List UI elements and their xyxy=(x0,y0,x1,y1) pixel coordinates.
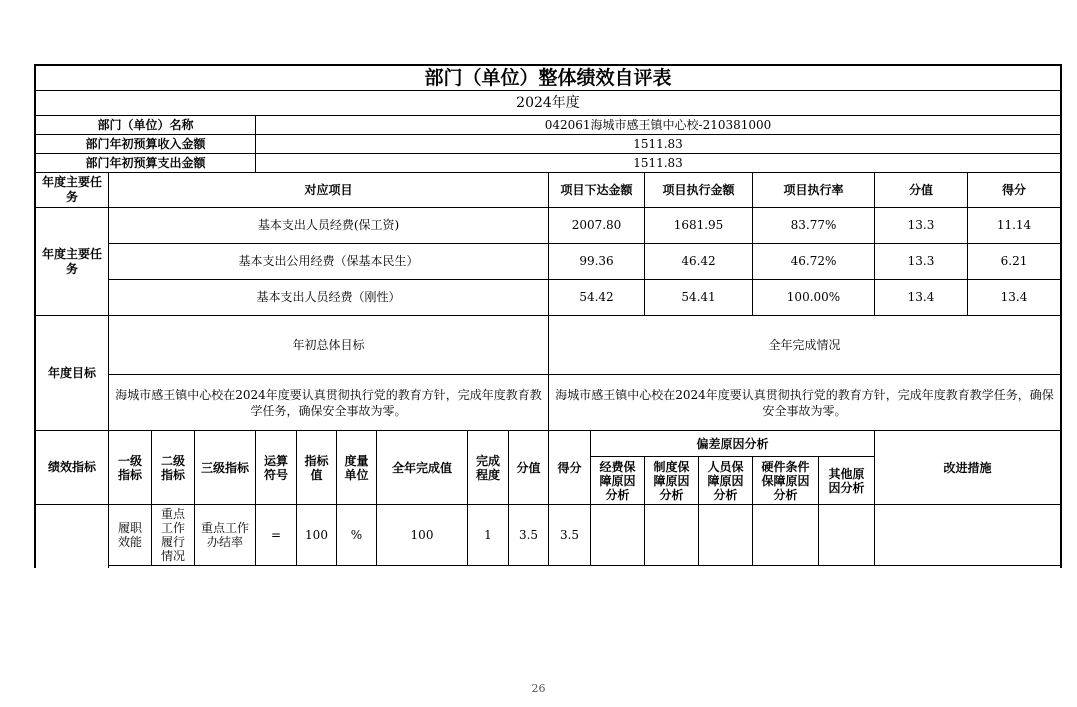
task-row-2-allocated: 99.36 xyxy=(579,254,614,268)
ind-row-operator: = xyxy=(270,527,282,542)
task-row-1-rate: 83.77% xyxy=(790,218,837,232)
ind-header-degree: 完成程度 xyxy=(475,453,500,482)
task-row-1-project: 基本支出人员经费(保工资) xyxy=(257,218,400,232)
ind-header-dev-staff: 人员保障原因分析 xyxy=(707,459,744,502)
task-header-executed: 项目执行金额 xyxy=(662,182,735,197)
task-row-3-rate: 100.00% xyxy=(786,290,841,304)
task-row-1-executed: 1681.95 xyxy=(673,218,724,232)
ind-header-dev-system: 制度保障原因分析 xyxy=(653,459,690,502)
ind-header-unit: 度量单位 xyxy=(344,453,369,482)
task-row-3-project: 基本支出人员经费（刚性） xyxy=(256,290,401,304)
rule xyxy=(108,565,1062,566)
indicators-label: 绩效指标 xyxy=(47,460,96,474)
ind-row-degree: 1 xyxy=(484,527,492,542)
ind-row-actual: 100 xyxy=(410,527,434,542)
task-header-rate: 项目执行率 xyxy=(783,182,844,197)
completion-text: 海城市感王镇中心校在2024年度要认真贯彻执行党的教育方针，完成年度教育教学任务，确保安全事故为零。 xyxy=(555,387,1054,418)
unit-name-label: 部门（单位）名称 xyxy=(97,117,194,132)
task-row-3-executed: 54.41 xyxy=(681,290,716,304)
task-row-2-rate: 46.72% xyxy=(790,254,837,268)
income-label: 部门年初预算收入金额 xyxy=(85,136,206,151)
fiscal-year: 2024年度 xyxy=(516,94,580,111)
ind-row-target: 100 xyxy=(305,527,328,542)
unit-name-value: 042061海城市感王镇中心校-210381000 xyxy=(544,117,772,132)
ind-header-level2: 二级指标 xyxy=(160,453,185,482)
task-row-1-allocated: 2007.80 xyxy=(571,218,622,232)
ind-header-dev-funding: 经费保障原因分析 xyxy=(599,459,636,502)
task-row-2-executed: 46.42 xyxy=(681,254,716,268)
page-number: 26 xyxy=(531,682,546,695)
task-header-score-value: 分值 xyxy=(908,182,933,197)
initial-goal-text: 海城市感王镇中心校在2024年度要认真贯彻执行党的教育方针，完成年度教育教学任务，确保安全事故为零。 xyxy=(115,387,542,418)
ind-header-dev-hardware: 硬件条件保障原因分析 xyxy=(761,459,810,502)
ind-row-score: 3.5 xyxy=(559,527,580,542)
task-header-allocated: 项目下达金额 xyxy=(560,182,633,197)
frame-right xyxy=(1060,64,1062,568)
goals-label: 年度目标 xyxy=(47,365,96,380)
ind-header-deviation: 偏差原因分析 xyxy=(696,436,769,451)
ind-header-dev-other: 其他原因分析 xyxy=(828,466,865,495)
sheet-title: 部门（单位）整体绩效自评表 xyxy=(424,66,672,89)
ind-header-actual: 全年完成值 xyxy=(391,460,452,475)
ind-row-level3: 重点工作办结率 xyxy=(200,521,249,549)
task-row-2-score: 6.21 xyxy=(1000,254,1028,268)
task-header-score: 得分 xyxy=(1001,182,1026,197)
task-row-1-score-value: 13.3 xyxy=(907,218,935,232)
ind-header-level3: 三级指标 xyxy=(200,460,249,475)
task-row-3-score: 13.4 xyxy=(1000,290,1028,304)
initial-goal-header: 年初总体目标 xyxy=(292,337,365,352)
completion-header: 全年完成情况 xyxy=(768,337,841,352)
income-value: 1511.83 xyxy=(633,136,683,151)
task-side-label: 年度主要任务 xyxy=(42,246,103,276)
ind-row-unit: % xyxy=(350,527,363,542)
task-row-2-score-value: 13.3 xyxy=(907,254,935,268)
expense-value: 1511.83 xyxy=(633,155,683,170)
task-row-3-allocated: 54.42 xyxy=(579,290,614,304)
ind-header-operator: 运算符号 xyxy=(263,453,288,482)
ind-header-score-value: 分值 xyxy=(516,460,541,475)
ind-row-level2: 重点工作履行情况 xyxy=(160,507,185,563)
task-row-2-project: 基本支出公用经费（保基本民生） xyxy=(238,254,419,268)
ind-header-improve: 改进措施 xyxy=(943,460,992,475)
expense-label: 部门年初预算支出金额 xyxy=(85,155,206,170)
ind-header-target: 指标值 xyxy=(304,453,329,482)
ind-header-score: 得分 xyxy=(557,460,582,475)
task-row-3-score-value: 13.4 xyxy=(907,290,935,304)
ind-header-level1: 一级指标 xyxy=(117,453,142,482)
task-header-project: 对应项目 xyxy=(304,182,353,197)
ind-row-level1: 履职效能 xyxy=(117,521,142,549)
ind-row-score-value: 3.5 xyxy=(518,527,539,542)
task-section-header: 年度主要任务 xyxy=(42,175,103,204)
task-row-1-score: 11.14 xyxy=(996,218,1032,232)
